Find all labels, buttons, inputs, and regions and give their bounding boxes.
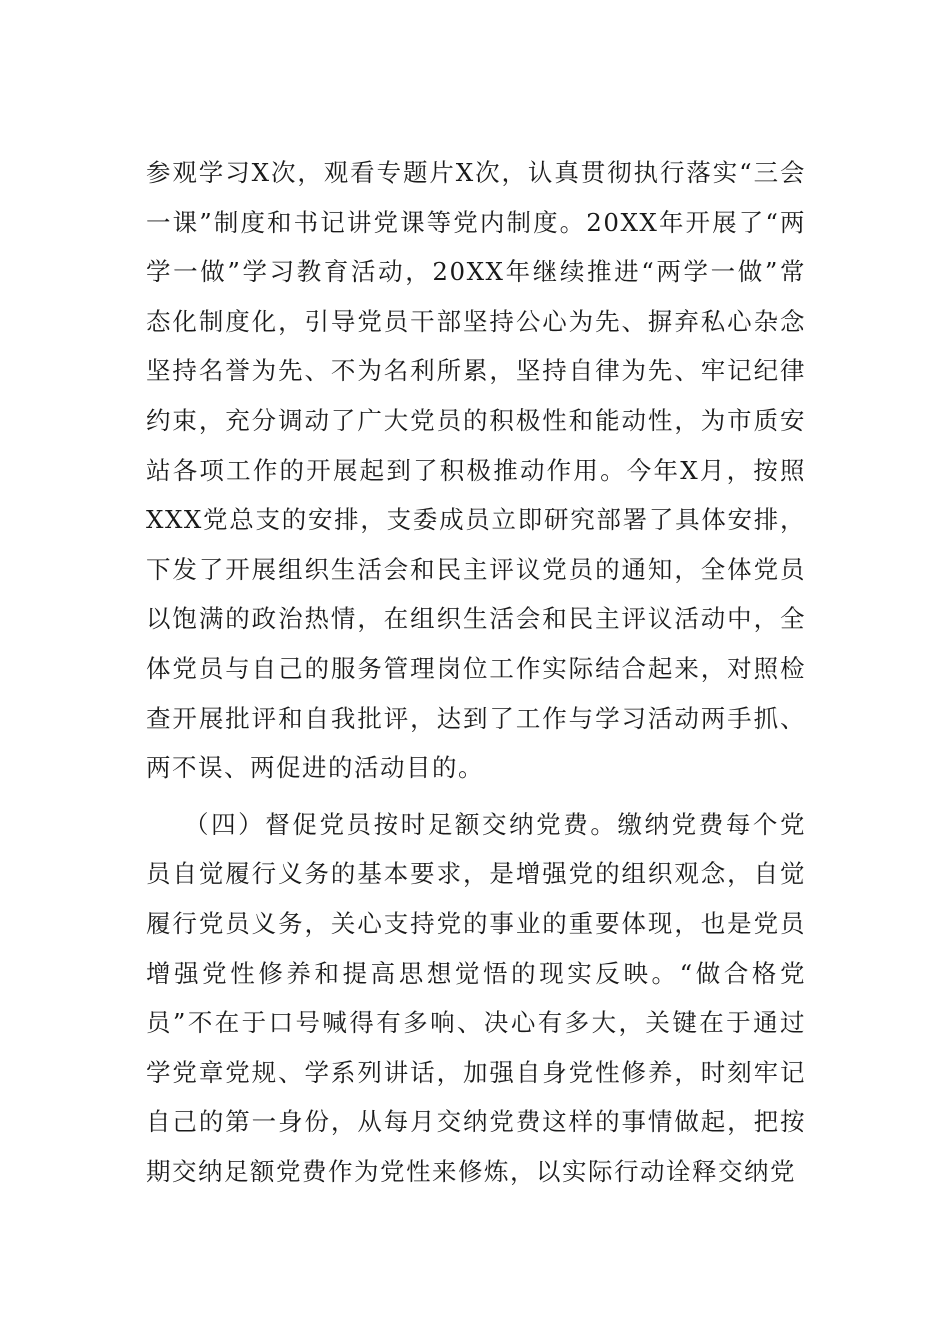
document-body (146, 148, 806, 1196)
paragraph-party-dues: （四）督促党员按时足额交纳党费。缴纳党费每个党员自觉履行义务的基本要求，是增强党的组织观念，自觉履行党员义务，关心支持党的事业的重要体现，也是党员增强党性修养和提高思想觉悟的现实反映。“做合格党员”不在于口号喊得有多响、决心有多大，关键在于通过学党章党规、学系列讲话，加强自身党性修养，时刻牢记自己的第一身份，从每月交纳党费这样的事情做起，把按期交纳足额党费作为党性来修炼，以实际行动诠释交纳党 (146, 809, 806, 1186)
paragraph-party-activities: 参观学习X次，观看专题片X次，认真贯彻执行落实“三会一课”制度和书记讲党课等党内制度。20XX年开展了“两学一做”学习教育活动，20XX年继续推进“两学一做”常态化制度化，引导党员干部坚持公心为先、摒弃私心杂念坚持名誉为先、不为名利所累，坚持自律为先、牢记纪律约束，充分调动了广大党员的积极性和能动性，为市质安站各项工作的开展起到了积极推动作用。今年X月，按照XXX党总支的安排，支委成员立即研究部署了具体安排，下发了开展组织生活会和民主评议党员的通知，全体党员以饱满的政治热情，在组织生活会和民主评议活动中，全体党员与自己的服务管理岗位工作实际结合起来，对照检查开展批评和自我批评，达到了工作与学习活动两手抓、两不误、两促进的活动目的。 (146, 158, 806, 783)
